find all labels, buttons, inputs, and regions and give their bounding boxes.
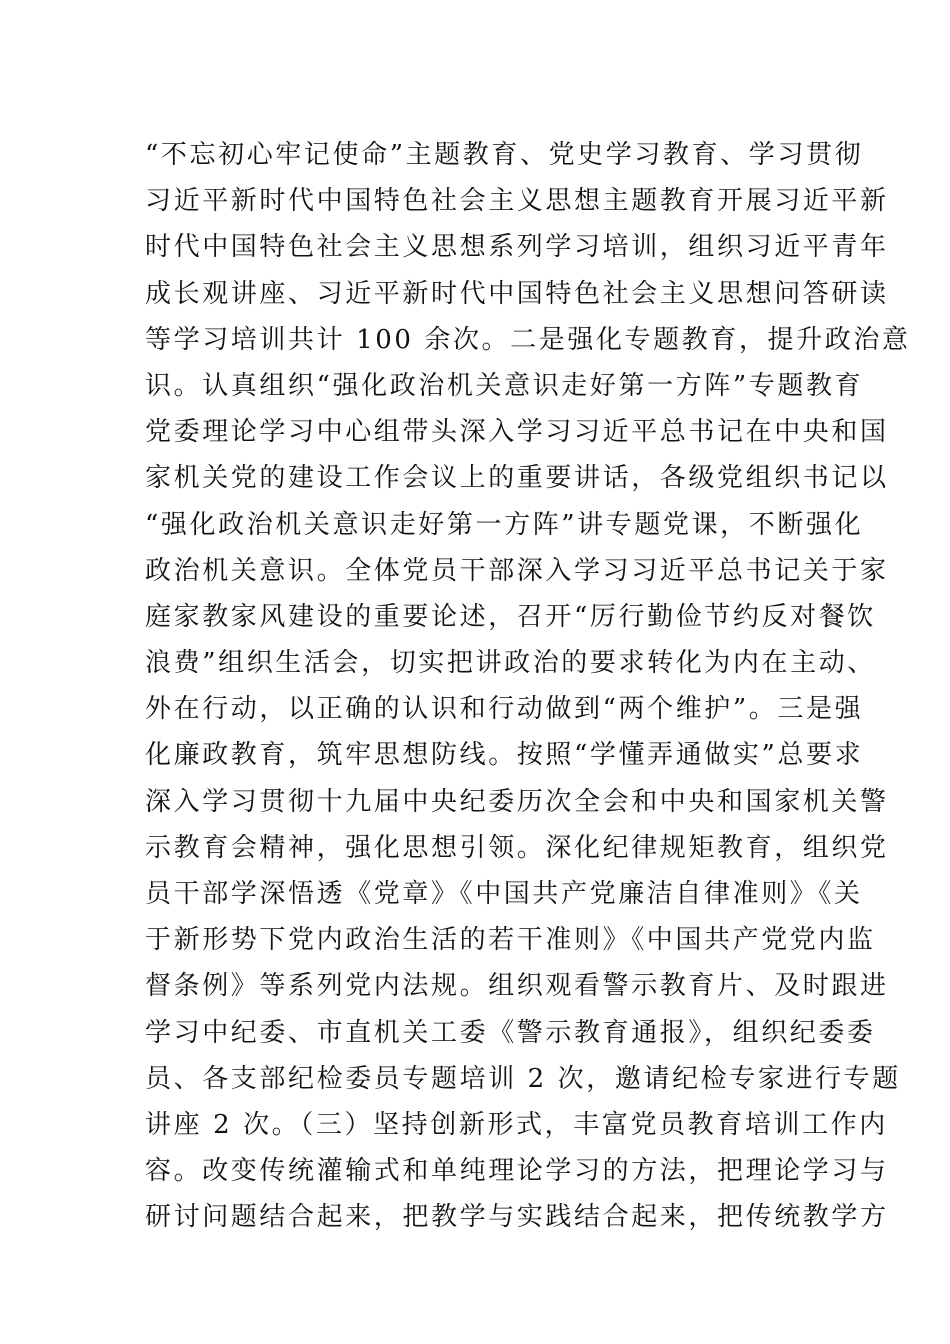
text-line: 庭家教家风建设的重要论述，召开“厉行勤俭节约反对餐饮 [145,601,876,632]
text-line: 外在行动，以正确的认识和行动做到“两个维护”。三是强 [145,694,864,725]
text-line: 识。认真组织“强化政治机关意识走好第一方阵”专题教育 [145,370,864,401]
text-line: 于新形势下党内政治生活的若干准则》《中国共产党党内监 [145,925,876,956]
text-line: 深入学习贯彻十九届中央纪委历次全会和中央和国家机关警 [145,786,889,817]
text-line: 员干部学深悟透《党章》《中国共产党廉洁自律准则》《关 [145,879,863,909]
text-line: 示教育会精神，强化思想引领。深化纪律规矩教育，组织党 [145,832,889,863]
text-line: 习近平新时代中国特色社会主义思想主题教育开展习近平新 [145,186,889,217]
text-line: 讲座 2 次。（三）坚持创新形式，丰富党员教育培训工作内 [145,1109,888,1140]
text-line: 党委理论学习中心组带头深入学习习近平总书记在中央和国 [145,417,889,448]
text-line: “不忘初心牢记使命”主题教育、党史学习教育、学习贯彻 [145,140,864,170]
text-line: 政治机关意识。全体党员干部深入学习习近平总书记关于家 [145,555,889,586]
text-line: 员、各支部纪检委员专题培训 2 次，邀请纪检专家进行专题 [145,1063,901,1094]
text-line: 学习中纪委、市直机关工委《警示教育通报》，组织纪委委 [145,1017,876,1048]
text-line: 等学习培训共计 100 余次。二是强化专题教育，提升政治意 [145,324,911,355]
body-paragraph [145,132,911,1241]
text-line: “强化政治机关意识走好第一方阵”讲专题党课，不断强化 [145,509,864,540]
text-line: 成长观讲座、习近平新时代中国特色社会主义思想问答研读 [145,278,889,309]
text-line: 研讨问题结合起来，把教学与实践结合起来，把传统教学方 [145,1202,889,1233]
text-line: 容。改变传统灌输式和单纯理论学习的方法，把理论学习与 [145,1156,889,1187]
text-line: 化廉政教育，筑牢思想防线。按照“学懂弄通做实”总要求 [145,740,864,771]
text-line: 时代中国特色社会主义思想系列学习培训，组织习近平青年 [145,232,889,263]
text-line: 家机关党的建设工作会议上的重要讲话，各级党组织书记以 [145,463,889,494]
text-line: 督条例》等系列党内法规。组织观看警示教育片、及时跟进 [145,971,889,1002]
text-line: 浪费”组织生活会，切实把讲政治的要求转化为内在主动、 [145,648,876,679]
